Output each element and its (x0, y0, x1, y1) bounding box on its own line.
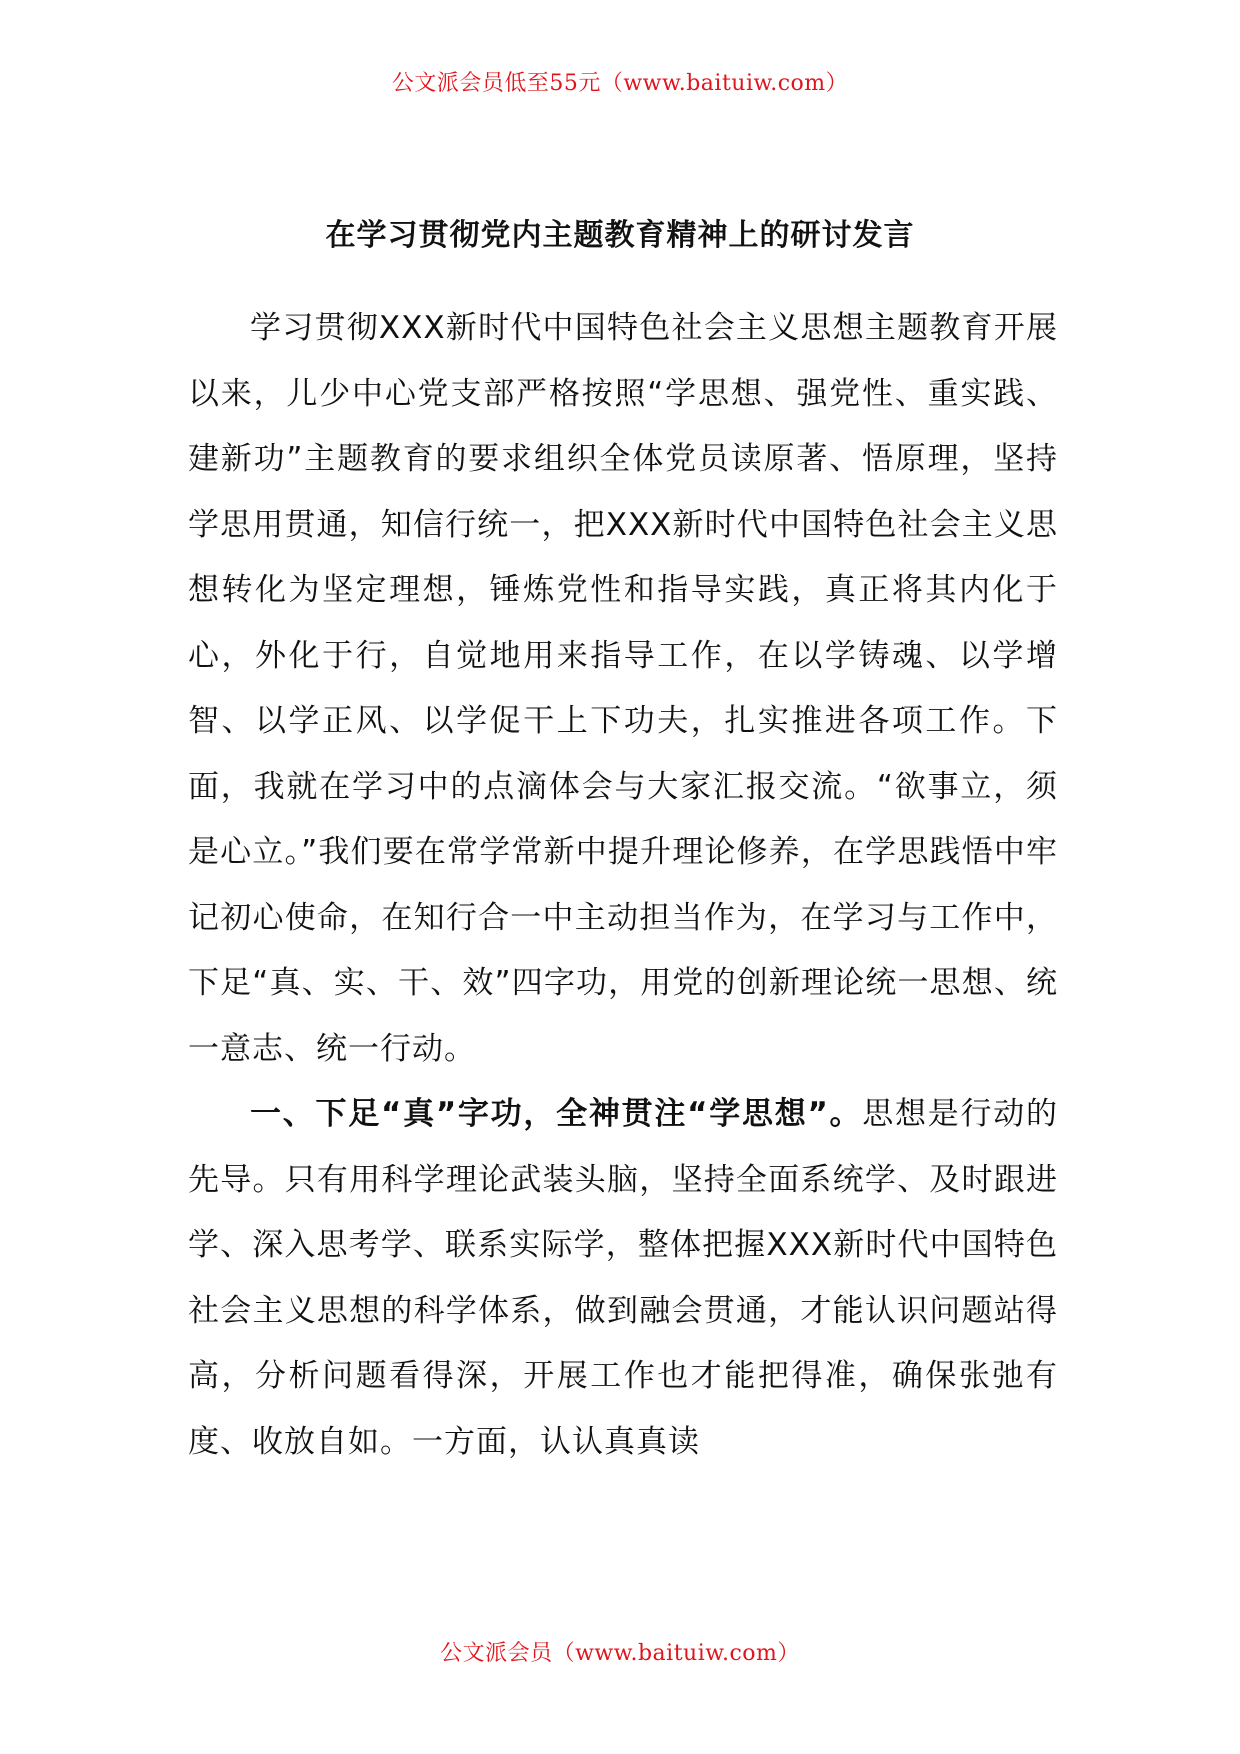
document-body (188, 296, 1058, 1475)
document-title: 在学习贯彻党内主题教育精神上的研讨发言 (325, 218, 915, 253)
section-1-text: 思想是行动的先导。只有用科学理论武装头脑，坚持全面系统学、及时跟进学、深入思考学、联系实际学，整体把握XXX新时代中国特色社会主义思想的科学体系，做到融会贯通，才能认识问题站得高，分析问题看得深，开展工作也才能把得准，确保张弛有度、收放自如。一方面，认认真真读 (188, 1096, 1058, 1460)
footer-promo-text: 公文派会员（www.baituiw.com） (440, 1641, 800, 1666)
section-1-heading: 一、下足“真”字功，全神贯注“学思想”。 (250, 1096, 863, 1132)
header-promo-text: 公文派会员低至55元（www.baituiw.com） (391, 71, 849, 96)
paragraph-intro-text: 学习贯彻XXX新时代中国特色社会主义思想主题教育开展以来，儿少中心党支部严格按照“学思想、强党性、重实践、建新功”主题教育的要求组织全体党员读原著、悟原理，坚持学思用贯通，知信行统一，把XXX新时代中国特色社会主义思想转化为坚定理想，锤炼党性和指导实践，真正将其内化于心，外化于行，自觉地用来指导工作，在以学铸魂、以学增智、以学正风、以学促干上下功夫，扎实推进各项工作。下面，我就在学习中的点滴体会与大家汇报交流。“欲事立，须是心立。”我们要在常学常新中提升理论修养，在学思践悟中牢记初心使命，在知行合一中主动担当作为，在学习与工作中，下足“真、实、干、效”四字功，用党的创新理论统一思想、统一意志、统一行动。 (188, 310, 1058, 1067)
paragraph-intro (188, 296, 1058, 1082)
paragraph-section-1 (188, 1082, 1058, 1475)
